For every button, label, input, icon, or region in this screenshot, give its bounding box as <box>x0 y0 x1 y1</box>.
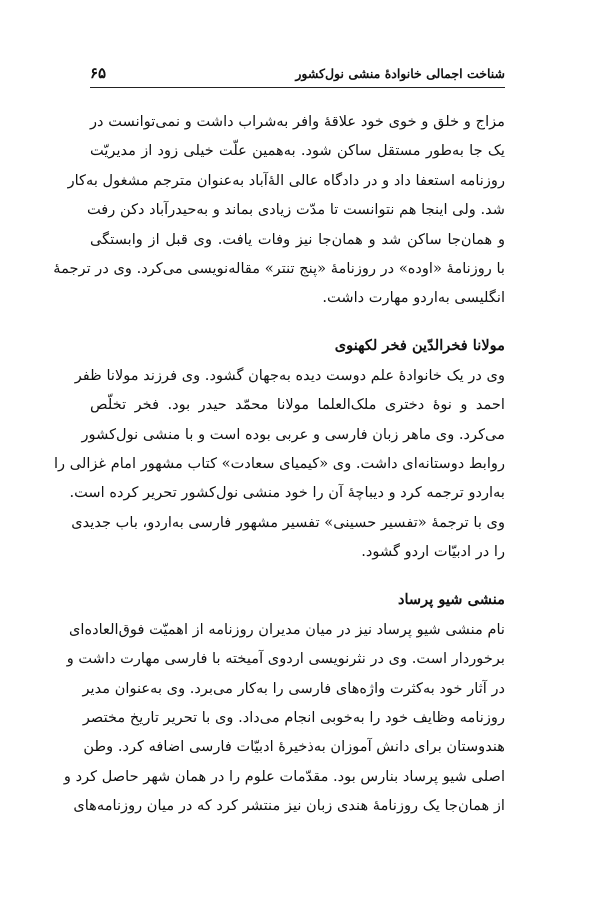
text-line: شد. ولی اینجا هم نتوانست تا مدّت زیادی بماند و به‌حیدرآباد دکن رفت <box>86 201 505 219</box>
header-rule <box>90 87 505 88</box>
text-line: اصلی شیو پرساد بنارس بود. مقدّمات علوم را در همان شهر حاصل کرد و <box>63 767 505 785</box>
paragraph-2 <box>53 361 505 567</box>
text-line: نام منشی شیو پرساد نیز در میان مدیران روزنامه از اهمیّت فوق‌العاده‌ای <box>68 620 505 638</box>
text-line: از همان‌جا یک روزنامهٔ هندی زبان نیز منتشر کرد که در میان روزنامه‌های <box>73 797 505 815</box>
text-line: به‌اردو ترجمه کرد و دیباچهٔ آن را خود منشی نول‌کشور تحریر کرده است. <box>69 484 505 502</box>
text-line: یک جا به‌طور مستقل ساکن شود. به‌همین علّت خیلی زود از مدیریّت <box>90 142 505 160</box>
paragraph-1 <box>53 107 505 313</box>
paragraph-3 <box>63 615 505 821</box>
running-title: شناخت اجمالی خانوادهٔ منشی نول‌کشور <box>295 65 505 81</box>
text-line: برخوردار است. وی در نثرنویسی اردوی آمیخته با فارسی مهارت داشت و <box>66 650 505 668</box>
section-heading-fakhr: مولانا فخرالدّین فخر لکهنوی <box>334 336 505 354</box>
text-line: روابط دوستانه‌ای داشت. وی «کیمیای سعادت» کتاب مشهور امام غزالی را <box>53 455 505 473</box>
text-line: را در ادبیّات اردو گشود. <box>361 543 505 561</box>
text-line: روزنامه استعفا داد و در دادگاه عالی الهٔ‌آباد به‌عنوان مترجم مشغول به‌کار <box>67 171 505 189</box>
text-line: احمد و نوهٔ دختری ملک‌العلما مولانا محمّد حیدر بود. فخر تخلّص <box>90 396 505 414</box>
page-number: ۶۵ <box>90 64 107 82</box>
text-line: و همان‌جا ساکن شد و همان‌جا نیز وفات یافت. وی قبل از وابستگی <box>90 230 505 248</box>
text-line: انگلیسی به‌اردو مهارت داشت. <box>322 289 505 307</box>
text-line: در آثار خود به‌کثرت واژه‌های فارسی را به‌کار می‌برد. وی به‌عنوان مدیر <box>82 679 505 697</box>
body-text <box>53 107 505 821</box>
text-line: می‌کرد. وی ماهر زبان فارسی و عربی بوده است و با منشی نول‌کشور <box>81 425 505 443</box>
text-line: هندوستان برای دانش آموزان به‌ذخیرهٔ ادبیّات فارسی اضافه کرد. وطن <box>83 738 505 756</box>
text-line: وی در یک خانوادهٔ علم دوست دیده به‌جهان گشود. وی فرزند مولانا ظفر <box>74 366 505 384</box>
text-line: وی با ترجمهٔ «تفسیر حسینی» تفسیر مشهور فارسی به‌اردو، باب جدیدی <box>71 513 505 531</box>
section-heading-shiv-prasad: منشی شیو پرساد <box>397 590 505 608</box>
running-header <box>90 60 505 86</box>
text-line: مزاج و خلق و خوی خود علاقهٔ وافر به‌شراب داشت و نمی‌توانست در <box>90 113 505 130</box>
text-line: با روزنامهٔ «اوده» در روزنامهٔ «پنج تنتر» مقاله‌نویسی می‌کرد. وی در ترجمهٔ <box>53 260 505 278</box>
text-line: روزنامه وظایف خود را به‌خوبی انجام می‌داد. وی با تحریر تاریخ مختصر <box>82 708 505 726</box>
